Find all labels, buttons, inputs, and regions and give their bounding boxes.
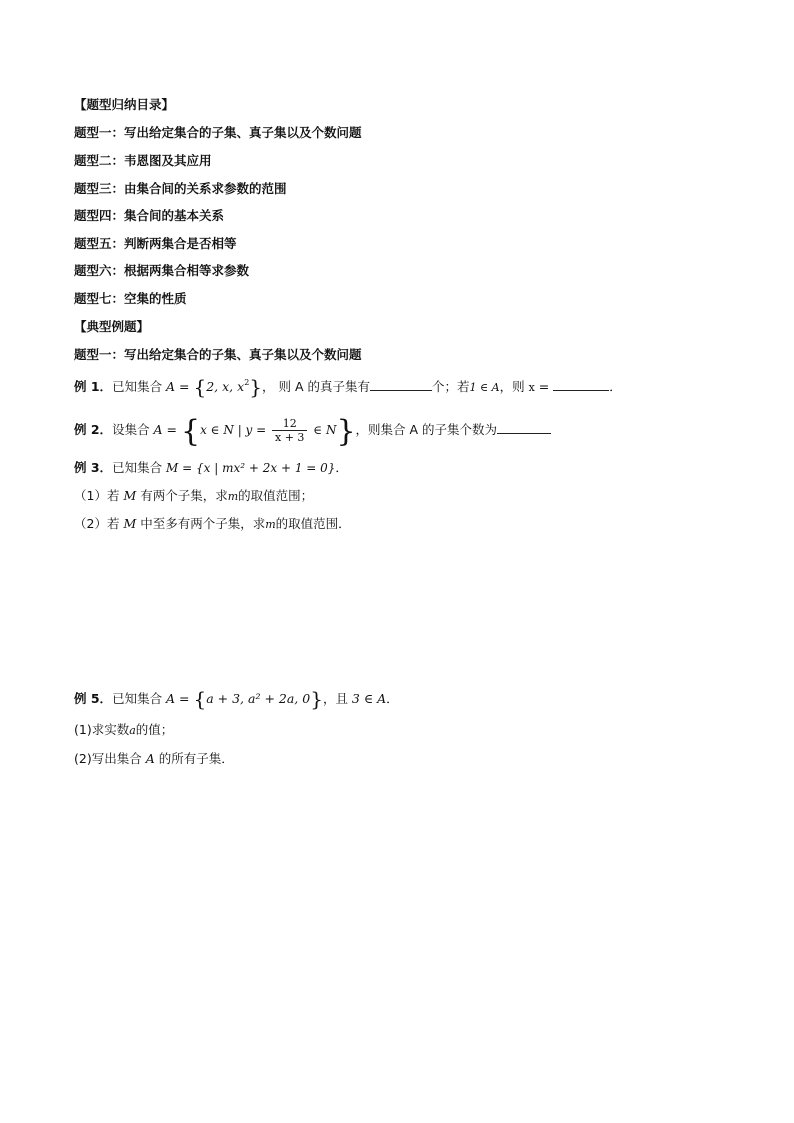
ex3-text-a: 已知集合 [112,460,167,475]
ex5-lbrace: { [193,687,207,711]
ex1-rbrace: } [249,375,263,399]
ex1-set-lhs: A [166,379,176,394]
ex5-rbrace: } [310,687,323,711]
ex2-fraction [272,417,307,444]
ex2-rbrace: } [336,414,356,449]
example-2 [74,414,551,449]
ex3-question-2 [74,516,351,533]
example-label: 例 3． [74,460,113,475]
ex3-q1-c: 的取值范围； [238,488,314,503]
ex1-answer-blank-2[interactable] [553,378,609,391]
toc-item-4: 题型四：集合间的基本关系 [74,208,225,223]
ex5-q2-b: 的所有子集． [154,751,234,766]
ex1-text-a: 已知集合 [112,379,167,394]
ex5-question-2 [74,751,234,767]
ex3-set-expr: M = {x | mx² + 2x + 1 = 0} [166,461,336,475]
example-1 [74,375,622,399]
toc-item-2: 题型二：韦恩图及其应用 [74,153,212,168]
ex2-cond-b: ∈ N [309,423,337,437]
ex1-eq: = [175,379,194,394]
ex3-q2-m: m [265,518,276,531]
ex5-cond: 3 ∈ A [351,691,387,706]
ex2-eq: = [162,422,181,437]
ex5-text-b: ，且 [322,691,352,706]
ex2-text-b: ，则集合 A 的子集个数为 [355,422,498,437]
ex1-set-body: 2, x, x [206,379,245,394]
toc-item-5: 题型五：判断两集合是否相等 [74,236,237,251]
ex1-end: ． [609,379,622,394]
ex1-text-b: ， 则 A 的真子集有 [262,379,370,394]
ex3-q1-a: （1）若 [74,488,124,503]
example-label: 例 5． [74,691,113,706]
toc-item-7: 题型七：空集的性质 [74,291,187,306]
ex1-sup: 2 [244,378,250,387]
ex5-question-1 [74,722,173,739]
ex3-q2-b: 中至多有两个子集，求 [136,516,266,531]
ex3-q2-c: 的取值范围． [275,516,351,531]
example-label: 例 1． [74,379,113,394]
example-5 [74,687,399,711]
example-label: 例 2． [74,422,113,437]
ex2-cond-a: x ∈ N | y = [200,423,271,437]
ex3-q2-M: M [123,516,137,531]
ex5-set-lhs: A [166,691,176,706]
section-title-1: 题型一：写出给定集合的子集、真子集以及个数问题 [74,347,362,362]
ex5-text-a: 已知集合 [112,691,167,706]
ex5-q2-a: (2)写出集合 [74,751,146,766]
ex5-set-body: a + 3, a² + 2a, 0 [206,691,311,706]
ex2-frac-num: 12 [282,417,297,430]
ex1-answer-blank-1[interactable] [370,378,432,391]
ex1-text-c: 个；若 [432,379,470,394]
ex2-set-lhs: A [153,422,163,437]
toc-item-1: 题型一：写出给定集合的子集、真子集以及个数问题 [74,125,362,140]
ex2-answer-blank[interactable] [497,421,551,434]
toc-item-3: 题型三：由集合间的关系求参数的范围 [74,181,287,196]
ex1-var: x [528,381,535,394]
ex3-question-1 [74,488,313,505]
toc-heading: 【题型归纳目录】 [74,97,175,112]
ex5-q1-var: a [129,724,136,737]
ex3-q1-m: m [227,490,239,503]
ex5-q2-var: A [145,751,155,766]
ex2-frac-den: x + 3 [272,430,307,444]
ex5-q1-a: (1)求实数 [74,722,130,737]
ex2-lbrace: { [181,414,201,449]
ex1-cond: 1 ∈ A [469,381,500,394]
ex3-end: ． [335,460,348,475]
example-3 [74,460,348,476]
ex1-eq2: = [534,379,554,394]
ex3-q1-M: M [123,488,137,503]
ex1-text-d: ，则 [499,379,529,394]
ex5-end: ． [386,691,399,706]
ex3-q1-b: 有两个子集，求 [136,488,228,503]
examples-heading: 【典型例题】 [74,319,150,334]
ex5-q1-b: 的值； [135,722,174,737]
ex2-text-a: 设集合 [112,422,154,437]
toc-item-6: 题型六：根据两集合相等求参数 [74,263,250,278]
ex1-lbrace: { [193,375,207,399]
ex3-q2-a: （2）若 [74,516,124,531]
ex5-eq: = [175,691,194,706]
